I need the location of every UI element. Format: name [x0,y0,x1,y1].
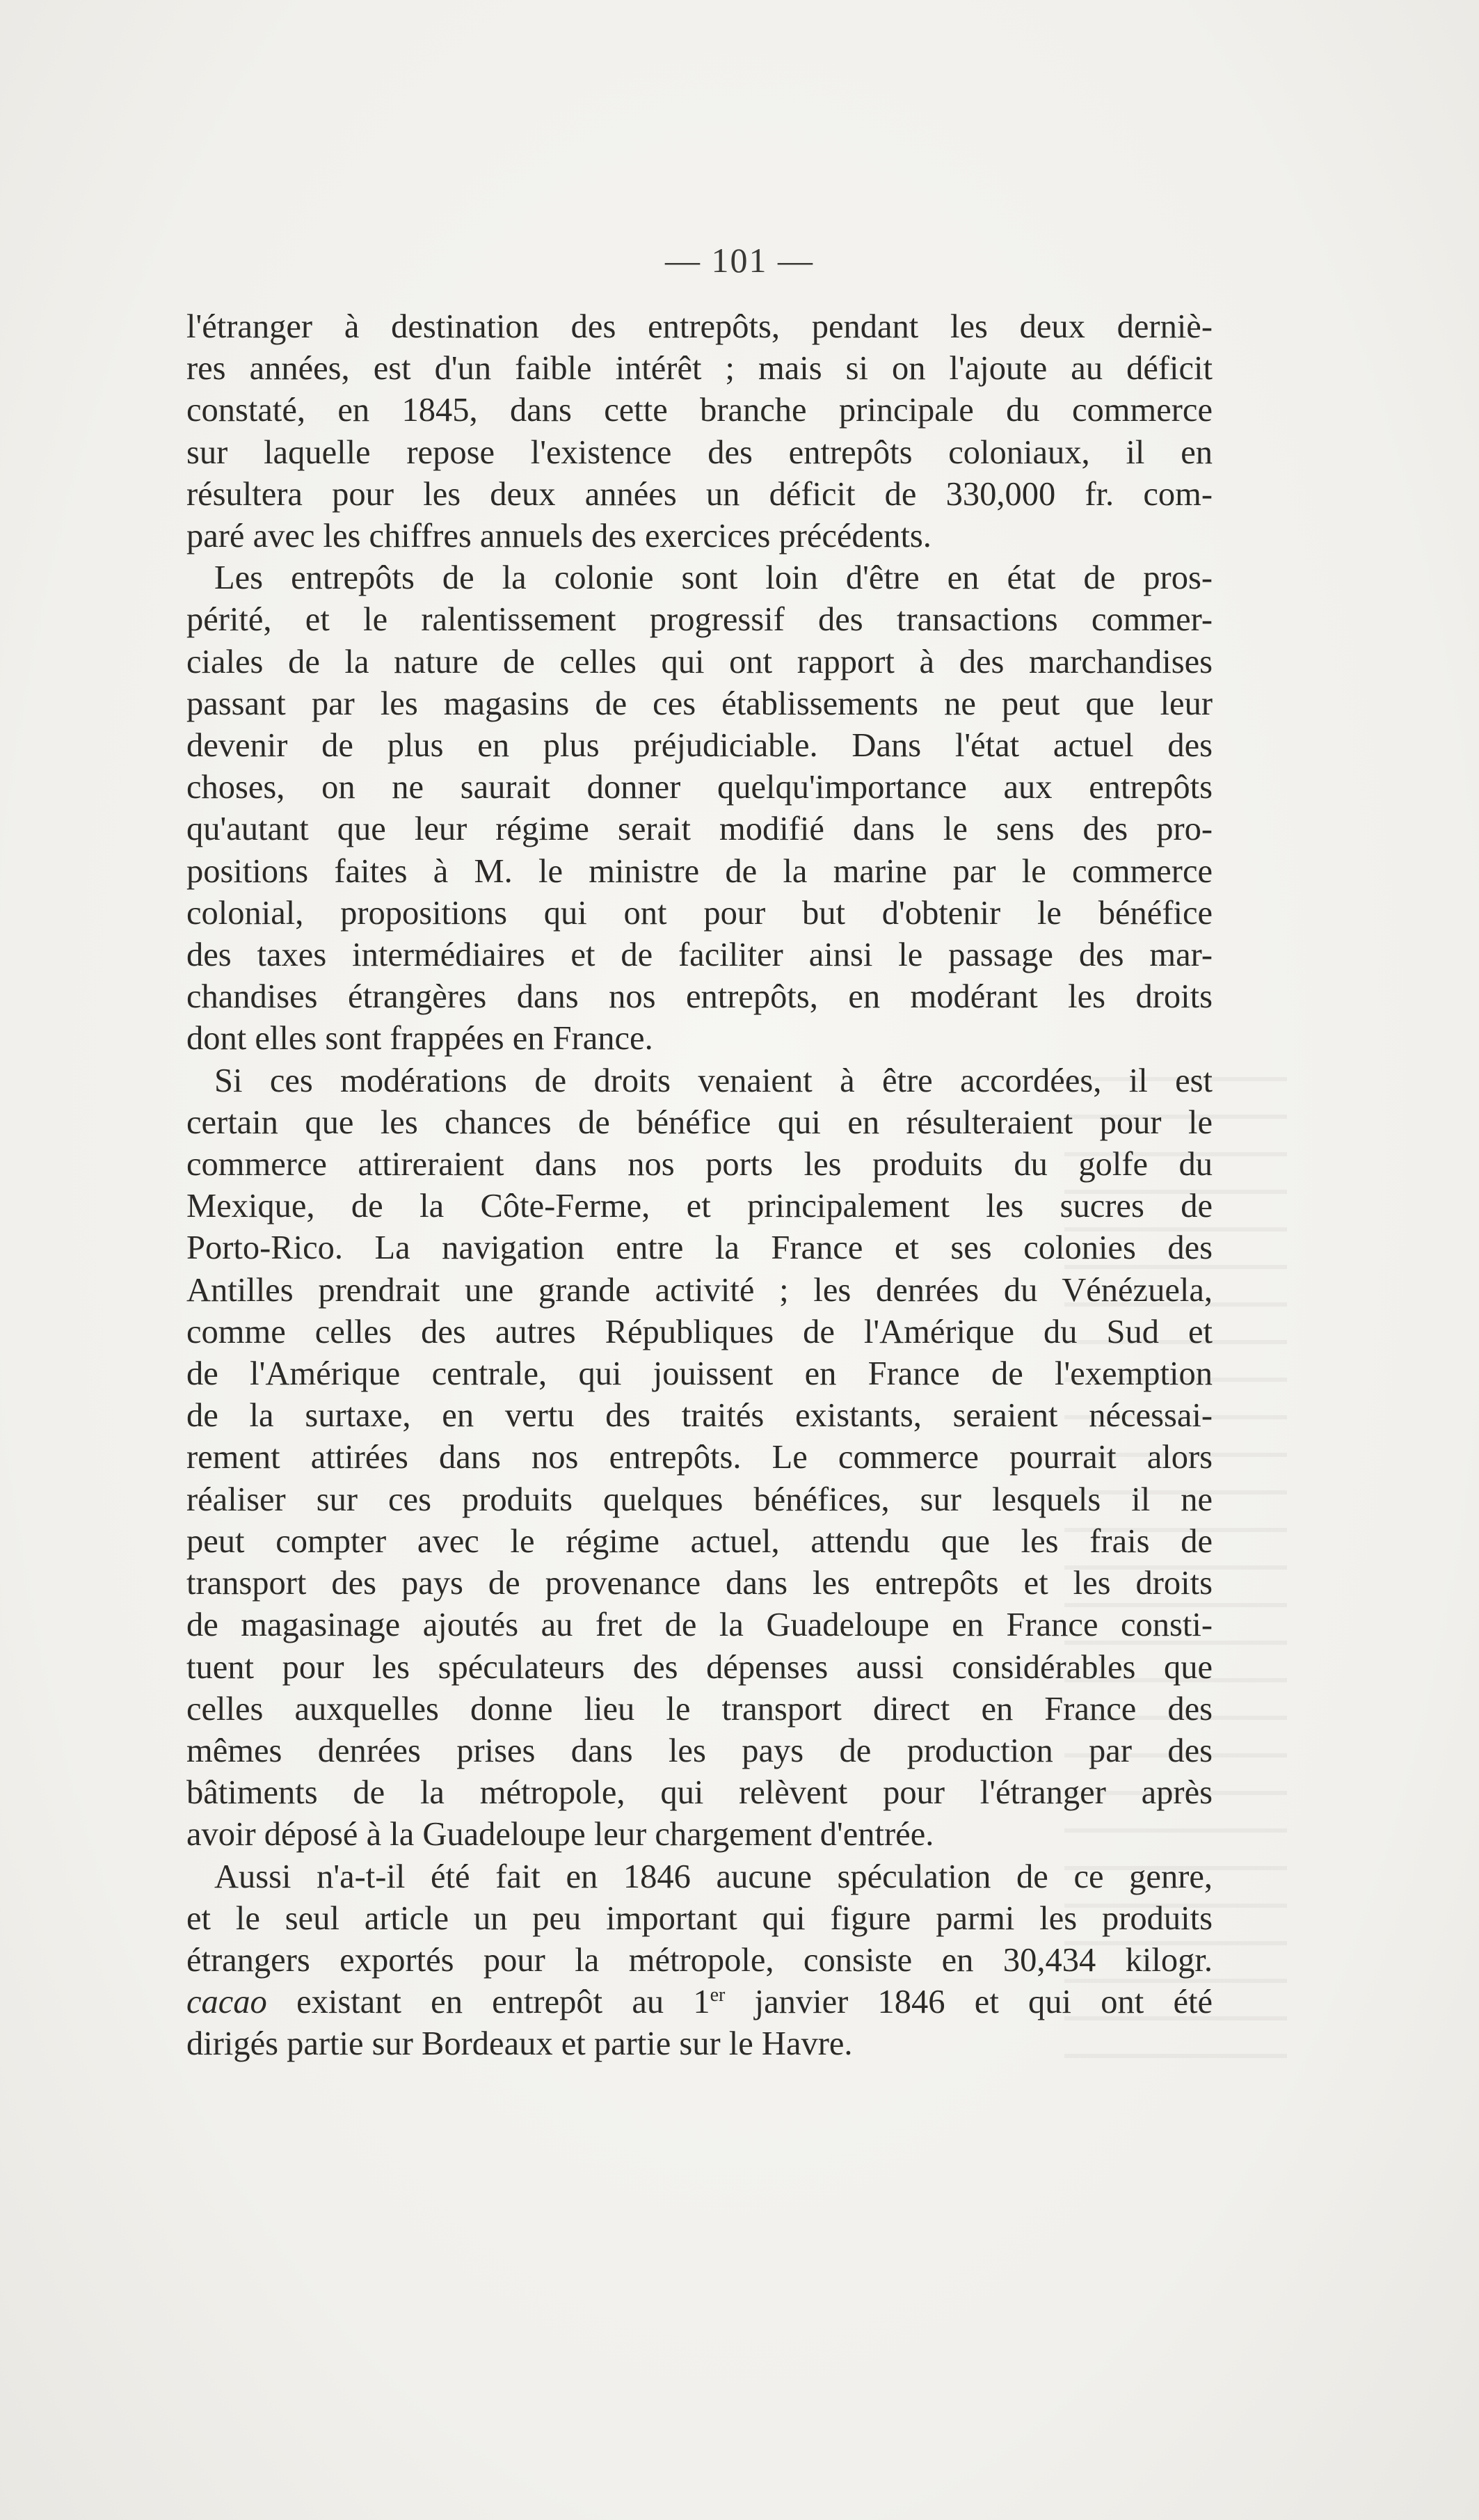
text-line: comme celles des autres Républiques de l'Amérique du Sud et [186,1313,1213,1350]
text-line: dont elles sont frappées en France. [186,1020,653,1058]
text-line: étrangers exportés pour la métropole, consiste en 30,434 kilogr. [186,1941,1213,1979]
text-line: réaliser sur ces produits quelques bénéfices, sur lesquels il ne [186,1481,1213,1518]
text-line: résultera pour les deux années un déficit de 330,000 fr. com- [186,475,1213,513]
ordinal-superscript: er [710,1984,726,2006]
text-line: Les entrepôts de la colonie sont loin d'être en état de pros- [214,559,1213,597]
text-line: passant par les magasins de ces établissements ne peut que leur [186,685,1213,722]
text-line: qu'autant que leur régime serait modifié dans le sens des pro- [186,811,1213,848]
text-line: peut compter avec le régime actuel, attendu que les frais de [186,1522,1213,1560]
text-line: périté, et le ralentissement progressif des transactions commer- [186,601,1213,639]
text-line: rement attirées dans nos entrepôts. Le commerce pourrait alors [186,1439,1213,1476]
paragraph-2 [186,557,1213,1060]
text-line: tuent pour les spéculateurs des dépenses aussi considérables que [186,1648,1213,1686]
text-line: mêmes denrées prises dans les pays de production par des [186,1732,1213,1769]
text-line: et le seul article un peu important qui figure parmi les produits [186,1899,1213,1937]
text-line: celles auxquelles donne lieu le transport direct en France des [186,1690,1213,1728]
text-line: chandises étrangères dans nos entrepôts, en modérant les droits [186,978,1213,1016]
text-line: positions faites à M. le ministre de la marine par le commerce [186,852,1213,890]
text-fragment: existant en entrepôt au [296,1984,664,2021]
text-line: paré avec les chiffres annuels des exercices précédents. [186,518,932,555]
text-line: choses, on ne saurait donner quelqu'importance aux entrepôts [186,769,1213,806]
text-line: Porto-Rico. La navigation entre la France et ses colonies des [186,1229,1213,1267]
text-line: Antilles prendrait une grande activité ; les denrées du Vénézuela, [186,1271,1213,1309]
paragraph-3 [186,1060,1213,1856]
text-line: de magasinage ajoutés au fret de la Guadeloupe en France consti- [186,1606,1213,1644]
text-line: des taxes intermédiaires et de faciliter ainsi le passage des mar- [186,936,1213,974]
text-line: devenir de plus en plus préjudiciable. Dans l'état actuel des [186,727,1213,765]
text-line: Aussi n'a-t-il été fait en 1846 aucune spéculation de ce genre, [214,1858,1213,1895]
text-line: sur laquelle repose l'existence des entrepôts coloniaux, il en [186,433,1213,471]
text-line: colonial, propositions qui ont pour but d'obtenir le bénéfice [186,894,1213,932]
page-number: — 101 — [665,241,814,280]
text-line: dirigés partie sur Bordeaux et partie sur le Havre. [186,2025,853,2063]
text-line: Si ces modérations de droits venaient à être accordées, il est [214,1062,1213,1099]
text-line: transport des pays de provenance dans les entrepôts et les droits [186,1565,1213,1602]
text-line: commerce attireraient dans nos ports les produits du golfe du [186,1146,1213,1183]
text-line: Mexique, de la Côte-Ferme, et principalement les sucres de [186,1188,1213,1225]
text-line: constaté, en 1845, dans cette branche principale du commerce [186,392,1213,429]
text-line: bâtiments de la métropole, qui relèvent pour l'étranger après [186,1774,1213,1812]
text-line: ciales de la nature de celles qui ont rapport à des marchandises [186,643,1213,680]
body-text [186,306,1213,2066]
italic-word: cacao [186,1984,267,2021]
text-fragment: janvier 1846 et qui ont été [754,1984,1213,2021]
text-line: de l'Amérique centrale, qui jouissent en France de l'exemption [186,1355,1213,1393]
text-line-mixed [186,1981,1213,2023]
paragraph-4 [186,1856,1213,2066]
text-line: l'étranger à destination des entrepôts, pendant les deux derniè- [186,308,1213,345]
text-line: de la surtaxe, en vertu des traités existants, seraient nécessai- [186,1397,1213,1435]
text-line: avoir déposé à la Guadeloupe leur chargement d'entrée. [186,1816,934,1853]
text-line: certain que les chances de bénéfice qui en résulteraient pour le [186,1103,1213,1141]
paragraph-1 [186,306,1213,557]
ordinal: 1 [693,1984,710,2021]
text-line: res années, est d'un faible intérêt ; mais si on l'ajoute au déficit [186,350,1213,388]
